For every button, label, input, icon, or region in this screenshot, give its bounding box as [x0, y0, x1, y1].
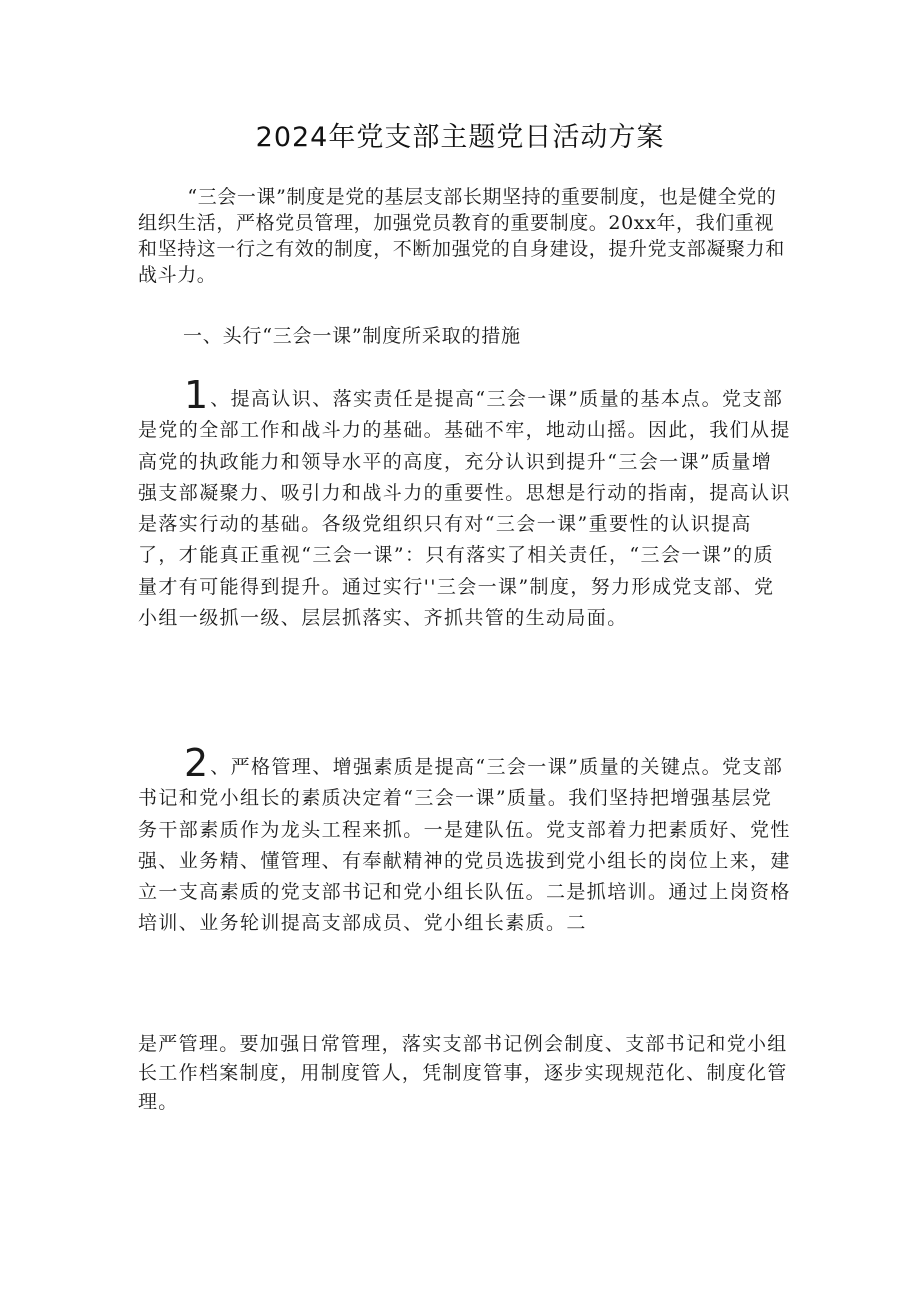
document-title: 2024年党支部主题党日活动方案 — [255, 122, 665, 153]
continuation-paragraph: 是严管理。要加强日常管理，落实支部书记例会制度、支部书记和党小组长工作档案制度，用制度管人，凭制度管事，逐步实现规范化、制度化管理。 — [138, 1033, 788, 1113]
point-1-paragraph — [138, 373, 792, 634]
point-2-number: 2 — [184, 741, 209, 785]
point-1-text: 、提高认识、落实责任是提高“三会一课”质量的基本点。党支部是党的全部工作和战斗力的基础。基础不牢，地动山摇。因此，我们从提高党的执政能力和领导水平的高度，充分认识到提升“三会一课”质量增强支部凝聚力、吸引力和战斗力的重要性。思想是行动的指南，提高认识是落实行动的基础。各级党组织只有对“三会一课”重要性的认识提高了，才能真正重视“三会一课”：只有落实了相关责任，“三会一课”的质量才有可能得到提升。通过实行''三会一课”制度，努力形成党支部、党小组一级抓一级、层层抓落实、齐抓共管的生动局面。 — [138, 388, 791, 630]
section-heading: 一、头行“三会一课”制度所采取的措施 — [183, 325, 521, 347]
point-2-paragraph — [138, 741, 792, 940]
point-2-text: 、严格管理、增强素质是提高“三会一课”质量的关键点。党支部书记和党小组长的素质决定着“三会一课”质量。我们坚持把增强基层党务干部素质作为龙头工程来抓。一是建队伍。党支部着力把素质好、党性强、业务精、懂管理、有奉献精神的党员选拔到党小组长的岗位上来，建立一支高素质的党支部书记和党小组长队伍。二是抓培训。通过上岗资格培训、业务轮训提高支部成员、党小组长素质。二 — [138, 756, 791, 935]
intro-paragraph: “三会一课”制度是党的基层支部长期坚持的重要制度，也是健全党的组织生活，严格党员管理，加强党员教育的重要制度。20xx年，我们重视和坚持这一行之有效的制度，不断加强党的自身建设，提升党支部凝聚力和战斗力。 — [138, 186, 785, 286]
point-1-number: 1 — [184, 373, 209, 417]
